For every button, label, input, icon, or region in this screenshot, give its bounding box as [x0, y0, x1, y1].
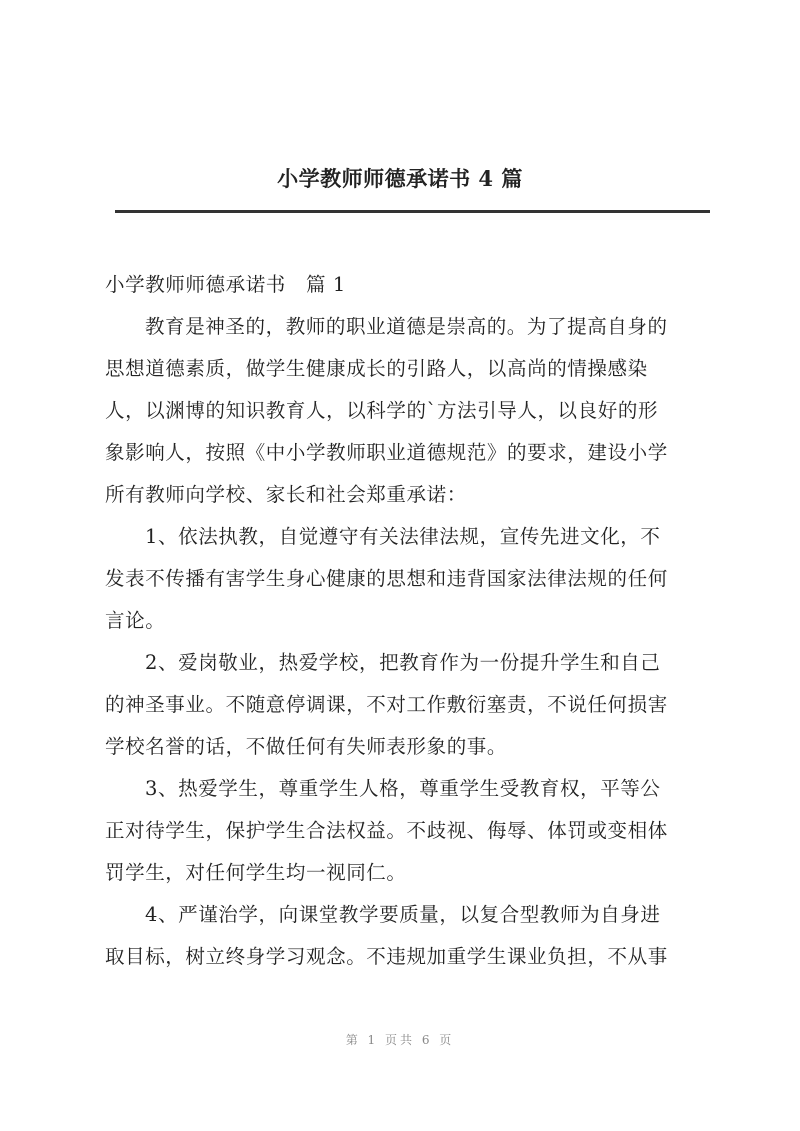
section-heading: 小学教师师德承诺书 篇 1	[105, 273, 346, 296]
page-footer: 第 1 页共 6 页	[345, 1033, 455, 1047]
paragraph-line: 正对待学生，保护学生合法权益。不歧视、侮辱、体罚或变相体	[105, 819, 668, 842]
paragraph-line: 思想道德素质，做学生健康成长的引路人，以高尚的情操感染	[105, 357, 648, 380]
paragraph	[105, 314, 715, 524]
paragraph	[105, 650, 715, 776]
paragraph	[105, 776, 715, 902]
title-divider	[115, 210, 710, 213]
paragraph-line: 取目标，树立终身学习观念。不违规加重学生课业负担，不从事	[105, 945, 668, 968]
paragraph-line: 所有教师向学校、家长和社会郑重承诺：	[105, 483, 467, 506]
paragraph-line: 教育是神圣的，教师的职业道德是崇高的。为了提高自身的	[145, 315, 668, 338]
document-body	[105, 272, 715, 986]
paragraph-line: 象影响人，按照《中小学教师职业道德规范》的要求，建设小学	[105, 441, 668, 464]
paragraph-line: 3、热爱学生，尊重学生人格，尊重学生受教育权，平等公	[145, 777, 661, 800]
paragraph	[105, 524, 715, 650]
paragraph-line: 学校名誉的话，不做任何有失师表形象的事。	[105, 735, 508, 758]
paragraph-line: 1、依法执教，自觉遵守有关法律法规，宣传先进文化，不	[145, 525, 661, 548]
paragraph-line: 2、爱岗敬业，热爱学校，把教育作为一份提升学生和自己	[145, 651, 661, 674]
paragraph-line: 的神圣事业。不随意停调课，不对工作敷衍塞责，不说任何损害	[105, 693, 668, 716]
paragraph-line: 言论。	[105, 609, 166, 632]
paragraphs	[105, 314, 715, 986]
document-title: 小学教师师德承诺书 4 篇	[277, 166, 523, 191]
paragraph-line: 罚学生，对任何学生均一视同仁。	[105, 861, 407, 884]
paragraph-line: 人，以渊博的知识教育人，以科学的`方法引导人，以良好的形	[105, 399, 659, 422]
paragraph-line: 4、严谨治学，向课堂教学要质量，以复合型教师为自身进	[145, 903, 661, 926]
paragraph	[105, 902, 715, 986]
paragraph-line: 发表不传播有害学生身心健康的思想和违背国家法律法规的任何	[105, 567, 668, 590]
